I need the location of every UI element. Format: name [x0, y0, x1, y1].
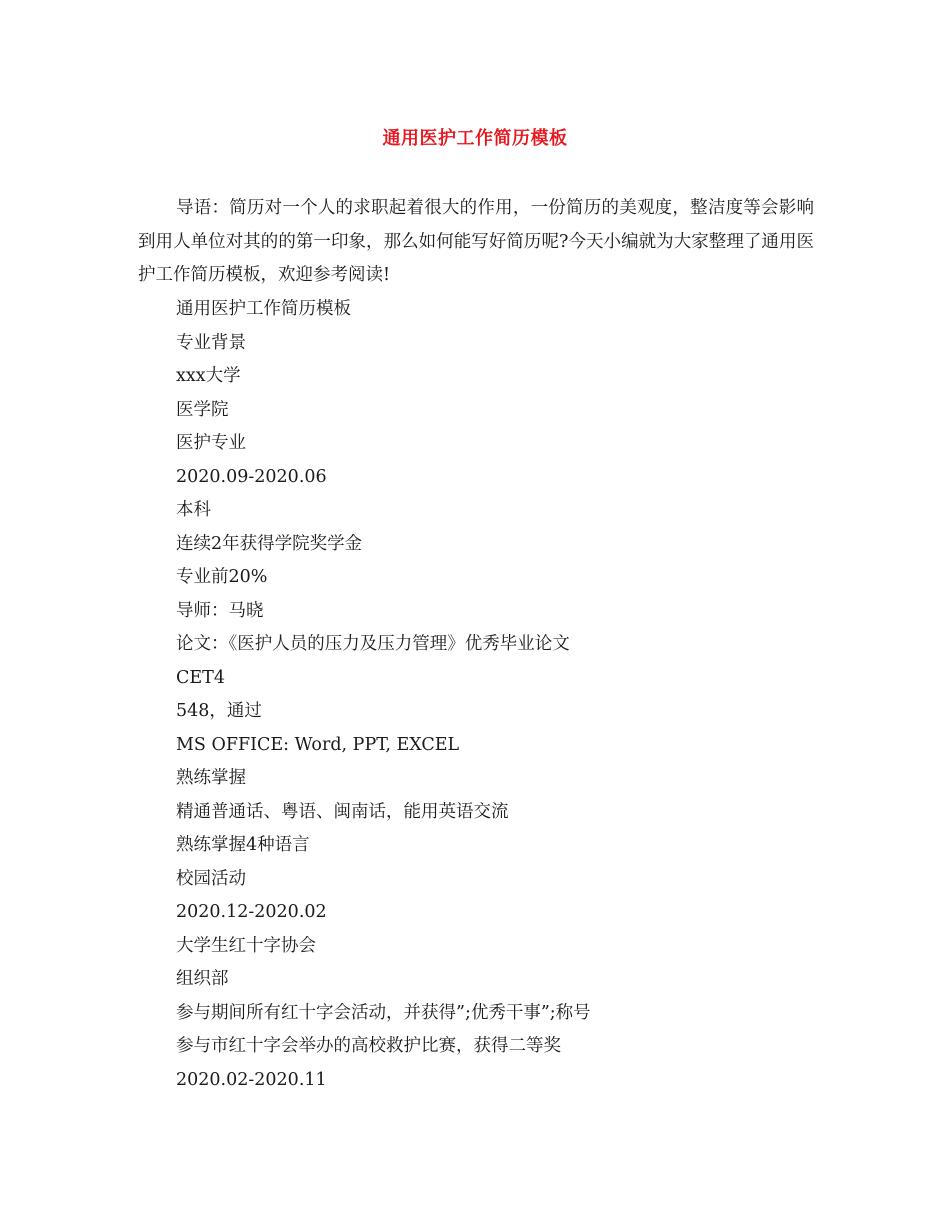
resume-line: 参与期间所有红十字会活动，并获得”;优秀干事”;称号: [176, 1002, 591, 1023]
resume-line: 本科: [176, 500, 211, 520]
resume-line: 2020.12-2020.02: [176, 902, 327, 922]
resume-line: 医护专业: [176, 433, 246, 453]
resume-line: 参与市红十字会举办的高校救护比赛，获得二等奖: [176, 1036, 561, 1056]
intro-paragraph: 导语：简历对一个人的求职起着很大的作用，一份简历的美观度，整洁度等会影响到用人单位对其的的第一印象，那么如何能写好简历呢?今天小编就为大家整理了通用医护工作简历模板，欢迎参考阅读!: [138, 198, 814, 285]
resume-line: 熟练掌握: [176, 768, 246, 788]
resume-line: 校园活动: [176, 868, 246, 889]
resume-line: 2020.02-2020.11: [176, 1069, 327, 1090]
resume-line: 熟练掌握4种语言: [176, 835, 310, 855]
resume-line: 精通普通话、粤语、闽南话，能用英语交流: [176, 801, 509, 822]
resume-line: 大学生红十字协会: [176, 935, 316, 956]
resume-line: 专业前20%: [176, 567, 268, 587]
resume-line: 通用医护工作简历模板: [176, 299, 351, 319]
resume-lines: [176, 293, 591, 1097]
resume-line: 组织部: [176, 969, 229, 989]
resume-line: CET4: [176, 667, 225, 688]
resume-line: 医学院: [176, 399, 229, 420]
resume-line: 连续2年获得学院奖学金: [176, 533, 363, 554]
resume-line: xxx大学: [176, 366, 241, 386]
resume-line: MS OFFICE: Word, PPT, EXCEL: [176, 734, 460, 755]
resume-line: 548，通过: [176, 701, 262, 721]
resume-line: 导师：马晓: [176, 600, 264, 621]
resume-line: 专业背景: [176, 332, 246, 353]
document-title: 通用医护工作简历模板: [382, 128, 568, 149]
resume-line: 2020.09-2020.06: [176, 466, 327, 487]
resume-line: 论文：《医护人员的压力及压力管理》优秀毕业论文: [176, 634, 570, 654]
